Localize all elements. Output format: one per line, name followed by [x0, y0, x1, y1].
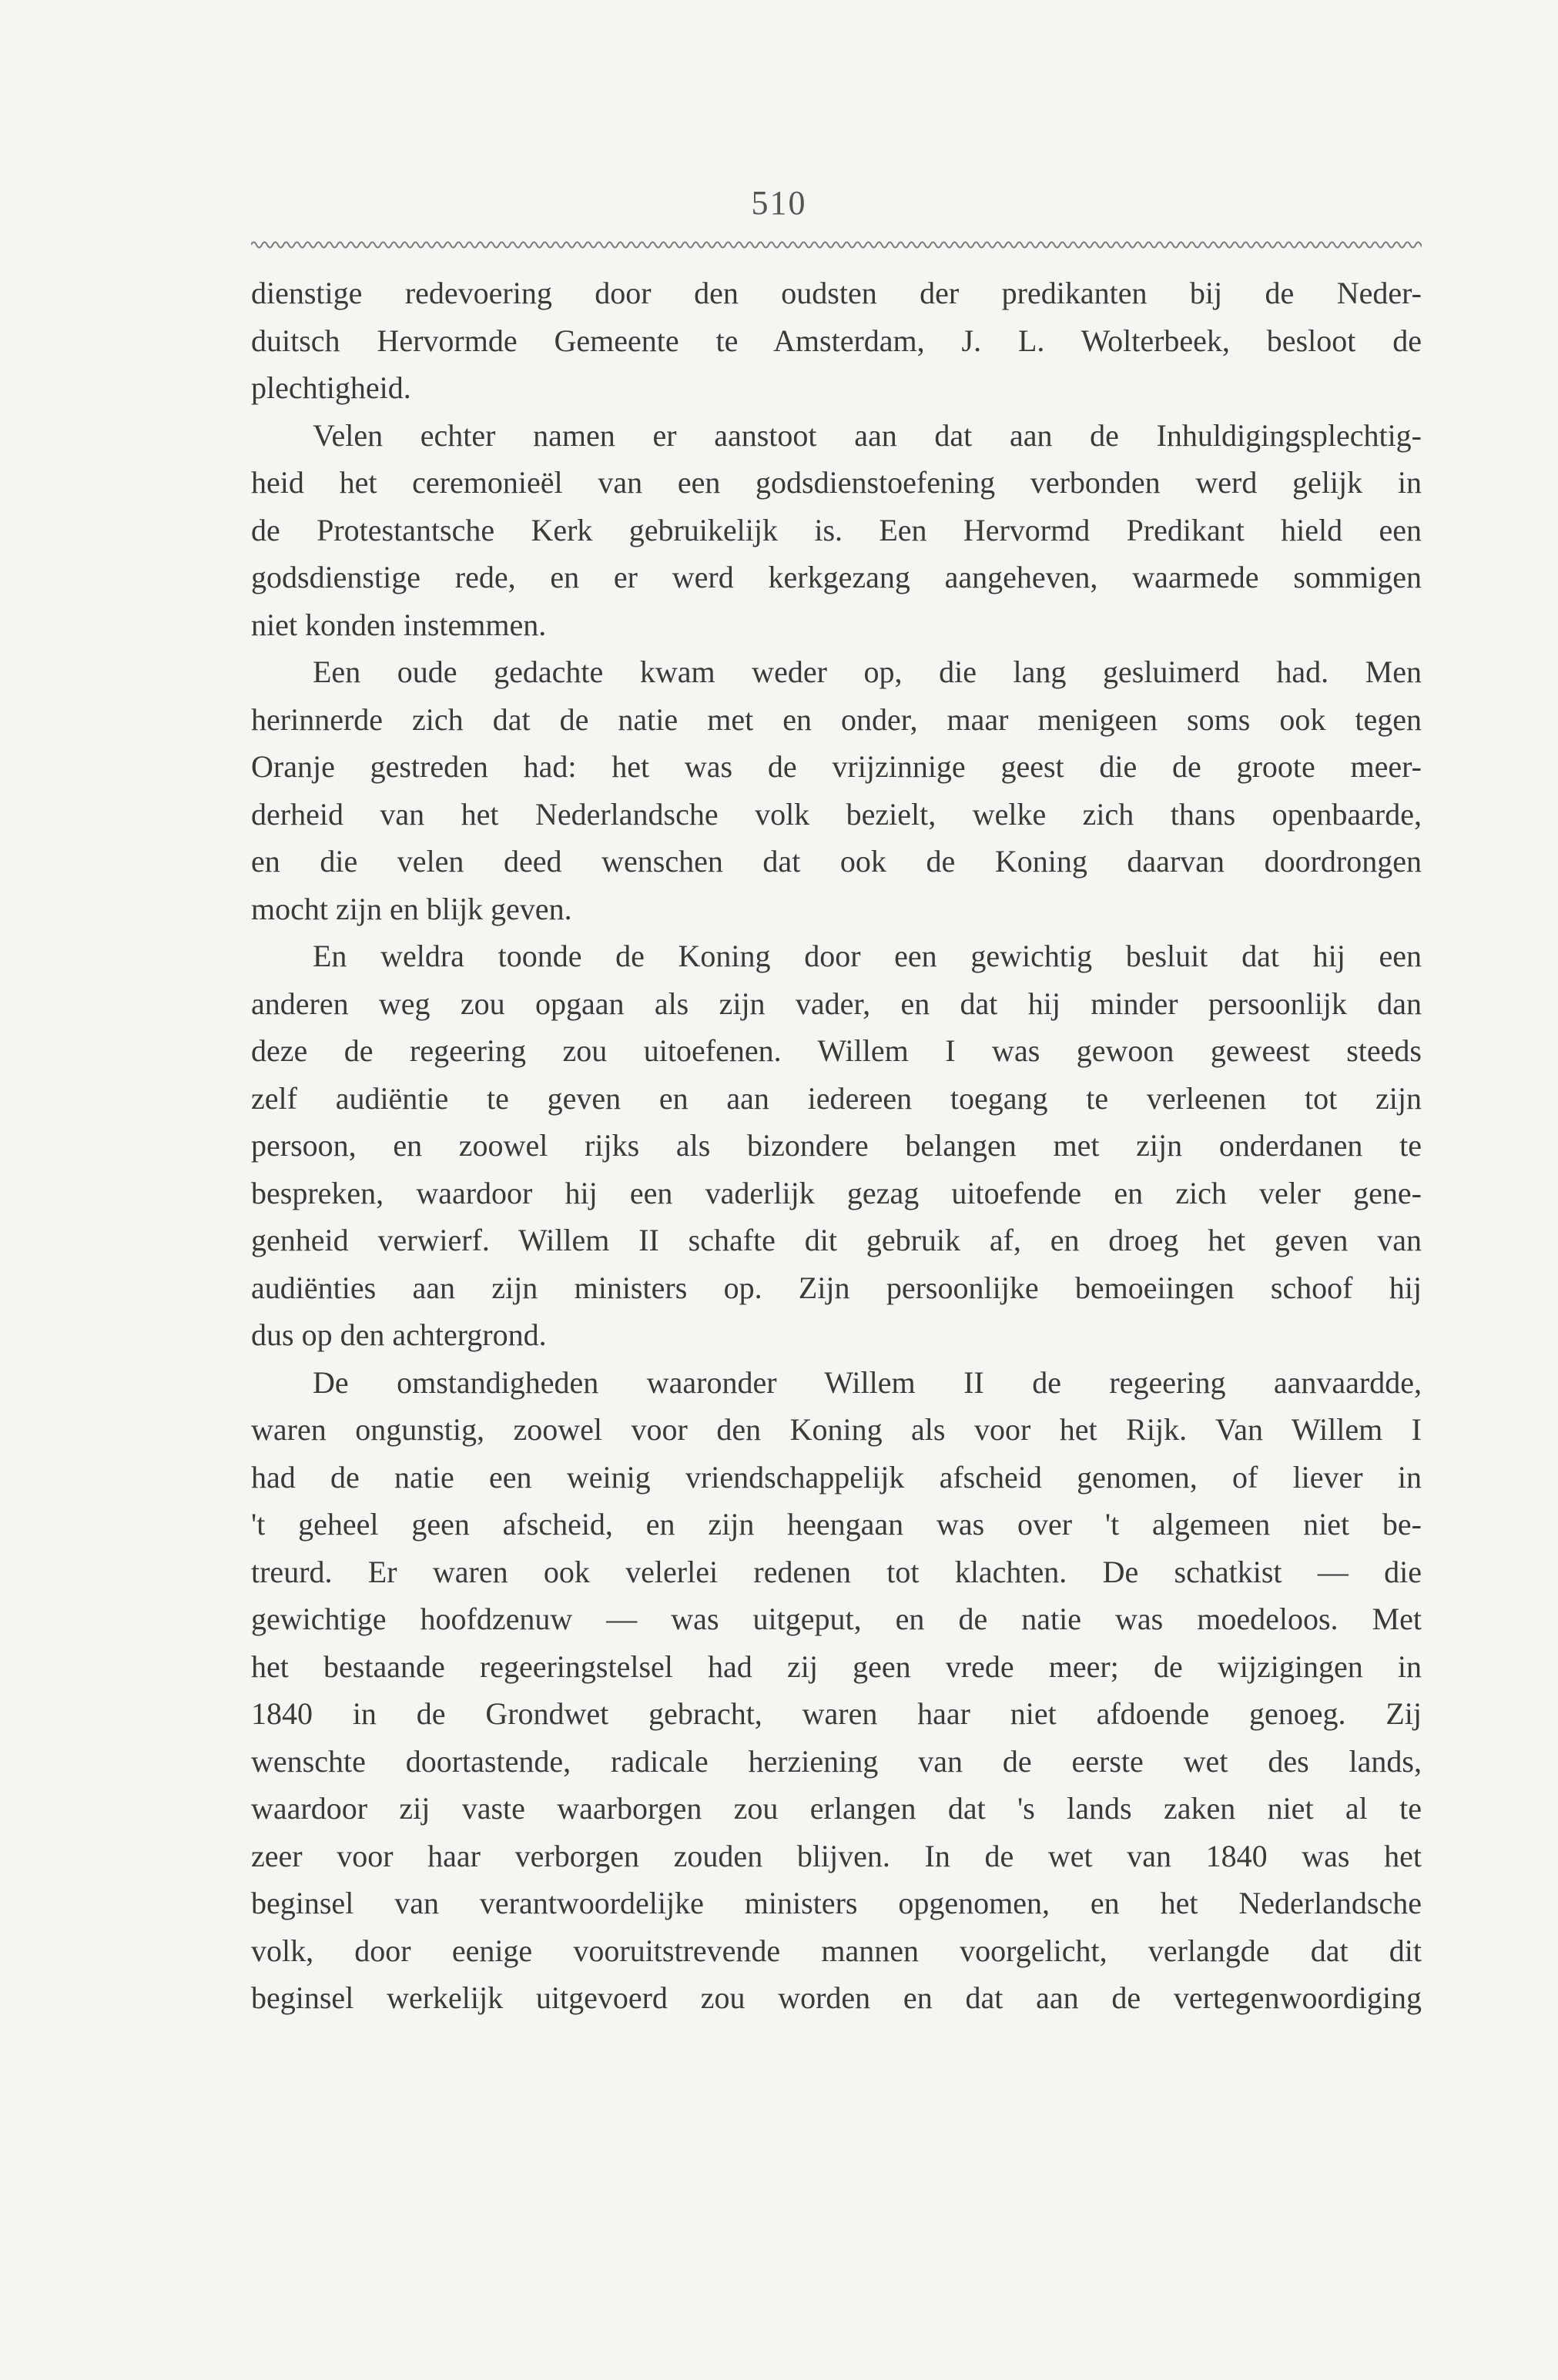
text-line: gewichtige hoofdzenuw — was uitgeput, en de natie was moedeloos. Met [251, 1602, 1422, 1636]
text-line: De omstandigheden waaronder Willem II de regeering aanvaardde, [313, 1364, 1422, 1400]
text-line: 1840 in de Grondwet gebracht, waren haar niet afdoende genoeg. Zij [251, 1696, 1422, 1731]
text-line: plechtigheid. [251, 370, 411, 405]
text-line: en die velen deed wenschen dat ook de Koning daarvan doordrongen [251, 844, 1422, 879]
text-line: En weldra toonde de Koning door een gewichtig besluit dat hij een [313, 939, 1422, 973]
text-line: genheid verwierf. Willem II schafte dit gebruik af, en droeg het geven van [251, 1223, 1422, 1257]
text-line: duitsch Hervormde Gemeente te Amsterdam, J. L. Wolterbeek, besloot de [251, 323, 1422, 358]
text-line: dienstige redevoering door den oudsten der predikanten bij de Neder- [251, 276, 1422, 310]
text-line: 't geheel geen afscheid, en zijn heengaan was over 't algemeen niet be- [251, 1507, 1422, 1541]
text-line: Oranje gestreden had: het was de vrijzinnige geest die de groote meer- [251, 749, 1422, 784]
text-line: mocht zijn en blijk geven. [251, 891, 572, 926]
text-line: zeer voor haar verborgen zouden blijven. In de wet van 1840 was het [251, 1838, 1422, 1873]
ornamental-rule [251, 236, 1422, 254]
text-line: derheid van het Nederlandsche volk bezielt, welke zich thans openbaarde, [251, 796, 1422, 832]
text-line: deze de regeering zou uitoefenen. Willem I was gewoon geweest steeds [251, 1033, 1422, 1068]
text-line: dus op den achtergrond. [251, 1317, 547, 1352]
text-line: anderen weg zou opgaan als zijn vader, en dat hij minder persoonlijk dan [251, 986, 1422, 1021]
text-line: had de natie een weinig vriendschappelijk afscheid genomen, of liever in [251, 1459, 1422, 1495]
text-line: godsdienstige rede, en er werd kerkgezang aangeheven, waarmede sommigen [251, 560, 1422, 594]
text-line: waren ongunstig, zoowel voor den Koning als voor het Rijk. Van Willem I [251, 1412, 1422, 1447]
text-line: treurd. Er waren ook velerlei redenen tot klachten. De schatkist — die [251, 1554, 1422, 1589]
text-line: de Protestantsche Kerk gebruikelijk is. Een Hervormd Predikant hield een [251, 512, 1422, 547]
text-line: herinnerde zich dat de natie met en onder, maar menigeen soms ook tegen [251, 701, 1422, 737]
text-line: Een oude gedachte kwam weder op, die lang gesluimerd had. Men [313, 654, 1422, 689]
text-line: het bestaande regeeringstelsel had zij geen vrede meer; de wijzigingen in [251, 1649, 1422, 1684]
text-line: Velen echter namen er aanstoot aan dat aan de Inhuldigingsplechtig- [313, 417, 1422, 453]
text-line: beginsel werkelijk uitgevoerd zou worden en dat aan de vertegenwoordiging [251, 1980, 1422, 2015]
text-line: persoon, en zoowel rijks als bizondere belangen met zijn onderdanen te [251, 1128, 1422, 1163]
text-line: beginsel van verantwoordelijke ministers opgenomen, en het Nederlandsche [251, 1886, 1422, 1920]
text-line: bespreken, waardoor hij een vaderlijk gezag uitoefende en zich veler gene- [251, 1175, 1422, 1210]
text-line: waardoor zij vaste waarborgen zou erlangen dat 's lands zaken niet al te [251, 1791, 1422, 1826]
text-line: audiënties aan zijn ministers op. Zijn persoonlijke bemoeiingen schoof hij [251, 1270, 1422, 1305]
text-line: heid het ceremonieël van een godsdienstoefening verbonden werd gelijk in [251, 465, 1422, 500]
page-number: 510 [751, 184, 807, 222]
text-line: niet konden instemmen. [251, 607, 547, 642]
body-text [251, 269, 1422, 2022]
text-line: volk, door eenige vooruitstrevende mannen voorgelicht, verlangde dat dit [251, 1933, 1422, 1968]
text-line: wenschte doortastende, radicale herziening van de eerste wet des lands, [251, 1743, 1422, 1779]
text-line: zelf audiëntie te geven en aan iedereen toegang te verleenen tot zijn [251, 1080, 1422, 1116]
